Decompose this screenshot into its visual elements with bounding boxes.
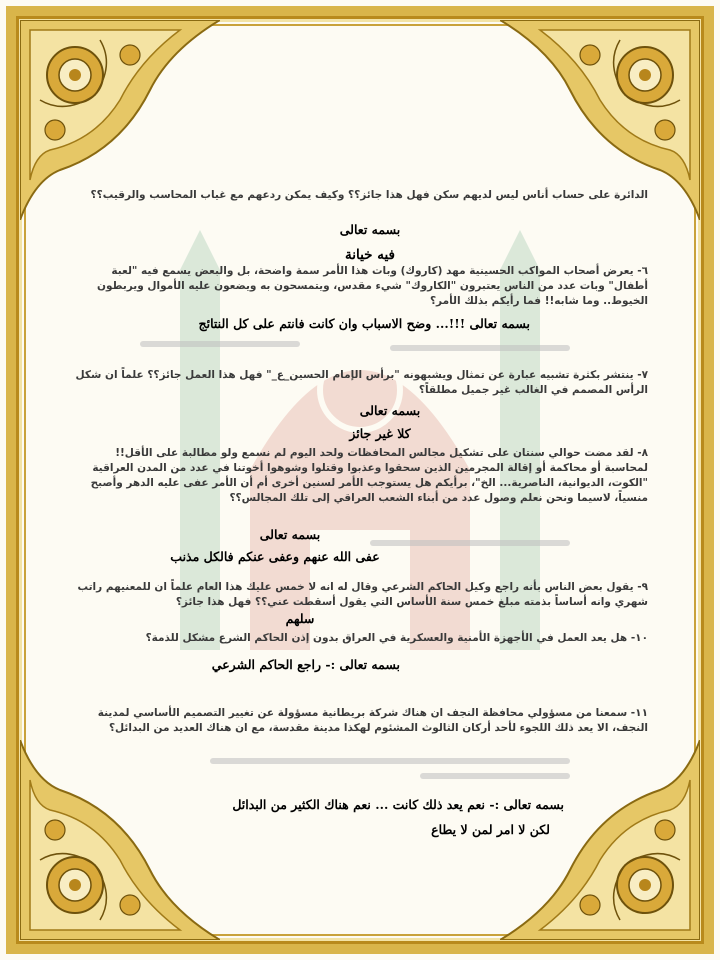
- answer-top-verdict: فيه خيانة: [345, 247, 395, 263]
- question-top-text: الدائرة على حساب أناس ليس لديهم سكن فهل هذا جائز؟؟ وكيف يمكن ردعهم مع غياب المحاسب والرقيب؟؟: [90, 189, 648, 201]
- answer-7-verdict: كلا غير جائز: [349, 426, 411, 441]
- question-6-text: ٦- يعرض أصحاب المواكب الحسينية مهد (كاروك) وبات هذا الأمر سمة واضحة، بل والبعض يسمع فيه "لعبة أطفال" وبات عدد من الناس يعتبرون "الكاروك" شيء مقدس، ويتمسحون به ويضعون عليه الأموال ويربطون الخيوط.. وما شابه!! فما رأيكم بذلك الأمر؟: [97, 265, 648, 307]
- question-9-text: ٩- يقول بعض الناس بأنه راجع وكيل الحاكم الشرعي وقال له انه لا خمس عليك هذا العام علماً ان للمعنيهم راتب شهري وانه أساساً بذمته مبلغ خمس سنة الأساس التي يقول أسقطت عني؟؟ فهل هذا جائز؟: [77, 581, 648, 608]
- question-8-text: ٨- لقد مضت حوالي سنتان على تشكيل مجالس المحافظات ولحد اليوم لم نسمع ولو مطالبة على الأقل!! لمحاسبة أو محاكمة أو إقالة المجرمين الذين سحقوا وعذبوا وقتلوا وشوهوا أخوتنا في عدد من المدن العراقية "الكوت، الديوانية، الناصرية... الخ"، برأيكم هل يستوجب الأمر لسنين أخرى أم أن الأمر عفى عليه الدهر وأصبح منسياً، لاسيما ونحن نعلم وصول عدد من أبناء الشعب العراقي إلى تلك المجالس؟؟: [90, 447, 648, 504]
- answer-8-heading: بسمه تعالى: [259, 527, 321, 542]
- answer-10: بسمه تعالى :- راجع الحاكم الشرعي: [211, 657, 400, 672]
- faded-text-line: [210, 758, 570, 764]
- ornament-corner-icon: [500, 740, 700, 940]
- answer-top-heading: بسمه تعالى: [339, 222, 401, 237]
- answer-6: بسمه تعالى !!!... وضح الاسباب وان كانت فانتم على كل النتائج: [198, 316, 530, 331]
- answer-11-line-2: لكن لا امر لمن لا يطاع: [431, 822, 550, 837]
- faded-text-line: [420, 773, 570, 779]
- answer-8-text: عفى الله عنهم وعفى عنكم فالكل مذنب: [170, 549, 380, 564]
- ornament-corner-icon: [20, 740, 220, 940]
- question-10-text: ١٠- هل يعد العمل في الأجهزة الأمنية والعسكرية في العراق بدون إذن الحاكم الشرع مشكل للذمة؟: [145, 632, 648, 644]
- faded-text-line: [140, 341, 300, 347]
- question-11-text: ١١- سمعنا من مسؤولي محافظة النجف ان هناك شركة بريطانية مسؤولة عن تغيير التصميم الأساسي لمدينة النجف، الا يعد ذلك اللجوء لأحد أركان الثالوث المشئوم لهكذا مدينة مقدسة، مع ان هناك العديد من البدائل؟: [97, 707, 648, 734]
- question-7-text: ٧- ينتشر بكثرة تشبيه عبارة عن تمثال ويشبهونه "برأس الإمام الحسين_ع_" فهل هذا العمل جائز؟؟ علماً ان شكل الرأس المصمم في الغالب غير جميل مطلقاً؟: [75, 369, 648, 396]
- faded-text-line: [370, 540, 570, 546]
- answer-11-line-1: بسمه تعالى :- نعم يعد ذلك كانت ... نعم هناك الكثير من البدائل: [232, 797, 564, 812]
- answer-9: سلهم: [285, 611, 315, 626]
- faded-text-line: [390, 345, 570, 351]
- answer-7-heading: بسمه تعالى: [359, 403, 421, 418]
